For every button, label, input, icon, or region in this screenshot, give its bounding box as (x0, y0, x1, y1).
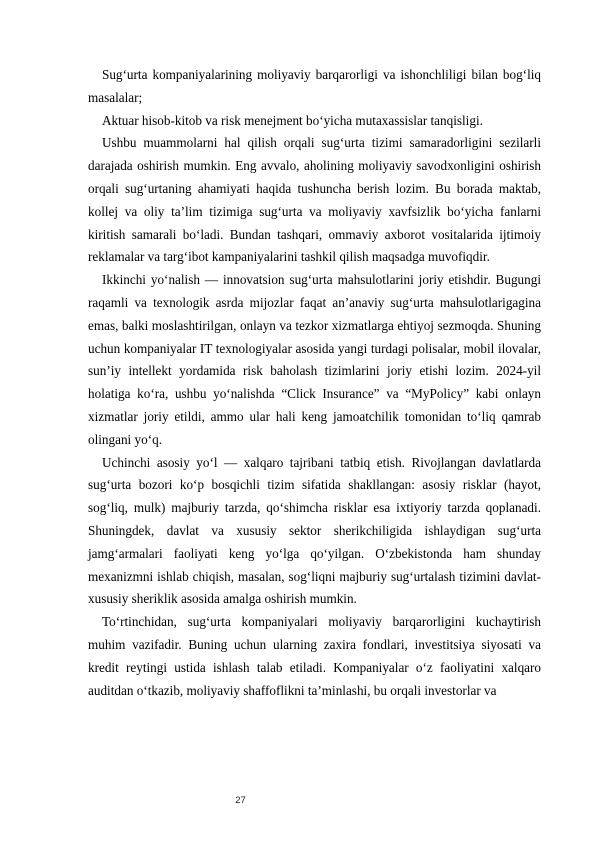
paragraph-international-experience: Uchinchi asosiy yo‘l — xalqaro tajribani tatbiq etish. Rivojlangan davlatlarda sug‘urta bozori ko‘p bosqichli tizim sifatida shakllangan: asosiy risklar (hayot, sog‘liq, mulk) majburiy tarzda, qo‘shimcha risklar esa ixtiyoriy tarzda qoplanadi. Shuningdek, davlat va xususiy sektor sherikchiligida ishlaydigan sug‘urta jamg‘armalari faoliyati keng yo‘lga qo‘yilgan. O‘zbekistonda ham shunday mexanizmni ishlab chiqish, masalan, sog‘liqni majburiy sug‘urtalash tizimini davlat-xususiy sheriklik asosida amalga oshirish mumkin. (88, 454, 541, 607)
paragraph-innovative-products: Ikkinchi yo‘nalish — innovatsion sug‘urta mahsulotlarini joriy etishdir. Bugungi raqamli va texnologik asrda mijozlar faqat an’anaviy sug‘urta mahsulotlarigagina emas, balki moslashtirilgan, onlayn va tezkor xizmatlarga ehtiyoj sezmoqda. Shuning uchun kompaniyalar IT texnologiyalar asosida yangi turdagi polisalar, mobil ilovalar, sun’iy intellekt yordamida risk baholash tizimlarini joriy etishi lozim. 2024-yil holatiga ko‘ra, ushbu yo‘nalishda “Click Insurance” va “MyPolicy” kabi onlayn xizmatlar joriy etildi, ammo ular hali keng jamoatchilik tomonidan to‘liq qamrab olingani yo‘q. (88, 272, 541, 447)
paragraph-actuarial-shortage: Aktuar hisob-kitob va risk menejment bo‘yicha mutaxassislar tanqisligi. (102, 112, 483, 128)
paragraph-financial-literacy: Ushbu muammolarni hal qilish orqali sug‘urta tizimi samaradorligini sezilarli darajada oshirish mumkin. Eng avvalo, aholining moliyaviy savodxonligini oshirish orqali sug‘urtaning ahamiyati haqida tushuncha berish lozim. Bu borada maktab, kollej va oliy ta’lim tizimiga sug‘urta va moliyaviy xavfsizlik bo‘yicha fanlarni kiritish samarali bo‘ladi. Bundan tashqari, ommaviy axborot vositalarida ijtimoiy reklamalar va targ‘ibot kampaniyalarini tashkil qilish maqsadga muvofiqdir. (88, 135, 541, 265)
page-number: 27 (235, 795, 246, 806)
paragraph-financial-stability-strengthening: To‘rtinchidan, sug‘urta kompaniyalari moliyaviy barqarorligini kuchaytirish muhim vazifadir. Buning uchun ularning zaxira fondlari, investitsiya siyosati va kredit reytingi ustida ishlash talab etiladi. Kompaniyalar o‘z faoliyatini xalqaro auditdan o‘tkazib, moliyaviy shaffoflikni ta’minlashi, bu orqali investorlar va (88, 614, 541, 698)
document-page (88, 64, 541, 702)
paragraph-financial-stability-issues: Sug‘urta kompaniyalarining moliyaviy barqarorligi va ishonchliligi bilan bog‘liq masalalar; (88, 67, 541, 105)
